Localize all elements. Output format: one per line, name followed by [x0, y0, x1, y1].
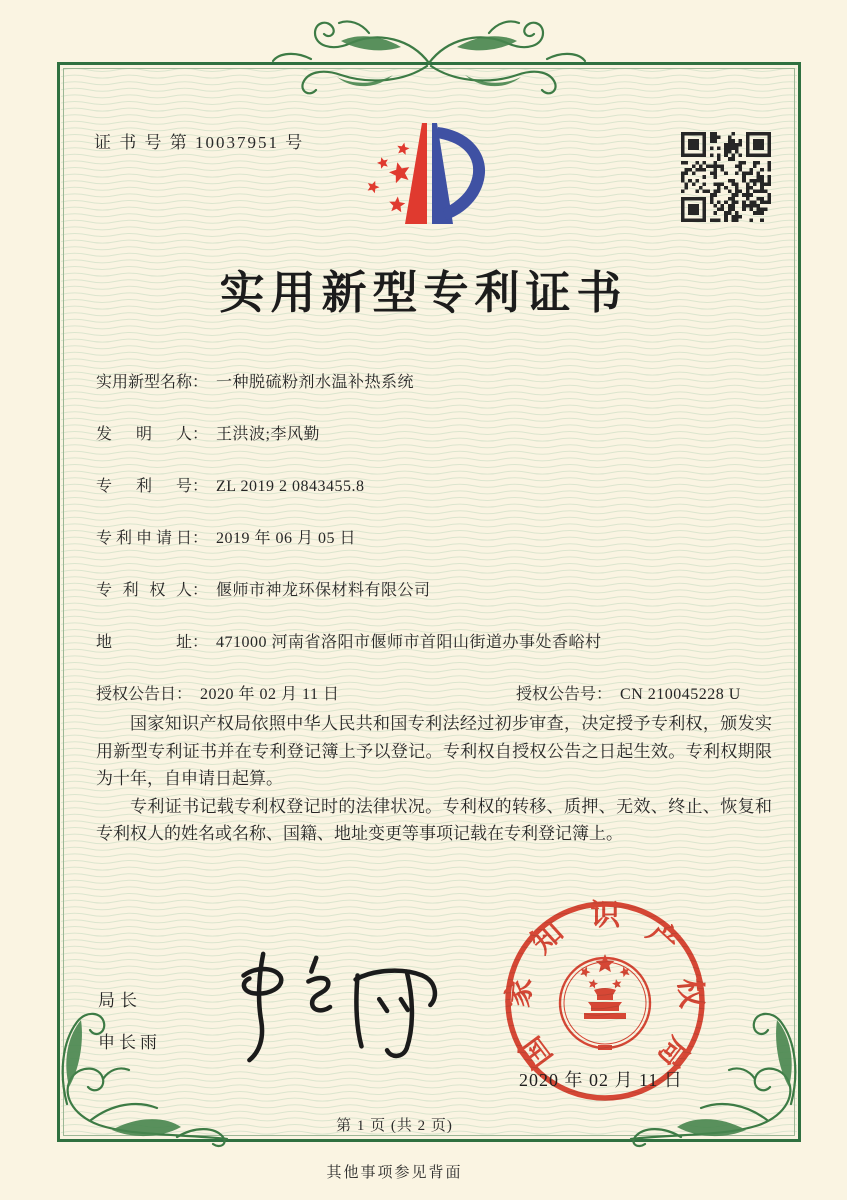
seal-emblem-stars — [580, 954, 629, 989]
field-colon: ： — [192, 582, 209, 599]
officer-name: 申长雨 — [98, 1033, 161, 1052]
field-colon: ： — [596, 686, 613, 703]
field-value: 471000 河南省洛阳市偃师市首阳山街道办事处香峪村 — [216, 634, 602, 651]
field-value: ZL 2019 2 0843455.8 — [216, 478, 365, 495]
field-inventor — [96, 421, 320, 444]
grant-number-label: 授权公告号 — [516, 686, 597, 703]
field-colon: ： — [192, 530, 209, 547]
logo-red-wedge — [405, 123, 427, 224]
field-address — [96, 629, 602, 652]
field-patentee — [96, 577, 431, 600]
grant-number-value: CN 210045228 U — [620, 686, 741, 703]
seal-date: 2020 年 02 月 11 日 — [519, 1070, 683, 1090]
seal-emblem — [560, 954, 650, 1050]
field-value: 2019 年 06 月 05 日 — [216, 530, 357, 547]
field-colon: ： — [192, 374, 209, 391]
cnipa-logo-icon — [360, 118, 500, 230]
field-value: 偃师市神龙环保材料有限公司 — [216, 582, 431, 599]
field-label: 专利号 — [96, 478, 192, 495]
field-utility-model-name — [96, 369, 414, 392]
back-note: 其他事项参见背面 — [326, 1165, 463, 1181]
field-filing-date — [96, 525, 356, 548]
top-center-flourish-mirror — [273, 21, 429, 93]
paragraph-grant-statement: 国家知识产权局依照中华人民共和国专利法经过初步审查，决定授予专利权，颁发实用新型专利证书并在专利登记簿上予以登记。专利权自授权公告之日起生效。专利权期限为十年，自申请日起算。 — [96, 714, 772, 788]
director-signature-icon — [212, 948, 452, 1066]
page-indicator: 第 1 页 (共 2 页) — [336, 1118, 453, 1134]
field-label: 发明人 — [96, 426, 192, 443]
officer-title: 局长 — [98, 991, 142, 1010]
grant-date-value: 2020 年 02 月 11 日 — [200, 686, 340, 703]
field-label: 实用新型名称 — [96, 374, 193, 391]
field-value: 一种脱硫粉剂水温补热系统 — [216, 374, 415, 391]
top-center-flourish — [429, 21, 585, 93]
logo-stars — [368, 143, 410, 213]
qr-code — [681, 132, 771, 222]
grant-row — [96, 681, 741, 704]
grant-date-label: 授权公告日 — [96, 686, 177, 703]
field-colon: ： — [192, 634, 209, 651]
grant-number — [516, 681, 741, 704]
certificate-number: 证 书 号 第 10037951 号 — [94, 133, 305, 152]
legal-paragraphs — [96, 710, 772, 848]
field-patent-number — [96, 473, 364, 496]
field-colon: ： — [192, 426, 209, 443]
field-label: 专利申请日 — [96, 530, 192, 547]
field-colon: ： — [176, 686, 193, 703]
field-value: 王洪波;李风勤 — [216, 426, 320, 443]
paragraph-register-statement: 专利证书记载专利权登记时的法律状况。专利权的转移、质押、无效、终止、恢复和专利权人的姓名或名称、国籍、地址变更等事项记载在专利登记簿上。 — [96, 796, 772, 843]
seal-text: 国家知识产权局 — [502, 898, 708, 1075]
field-label: 地址 — [96, 634, 192, 651]
field-colon: ： — [192, 478, 209, 495]
field-label: 专利权人 — [96, 582, 192, 599]
page-title: 实用新型专利证书 — [219, 268, 628, 318]
